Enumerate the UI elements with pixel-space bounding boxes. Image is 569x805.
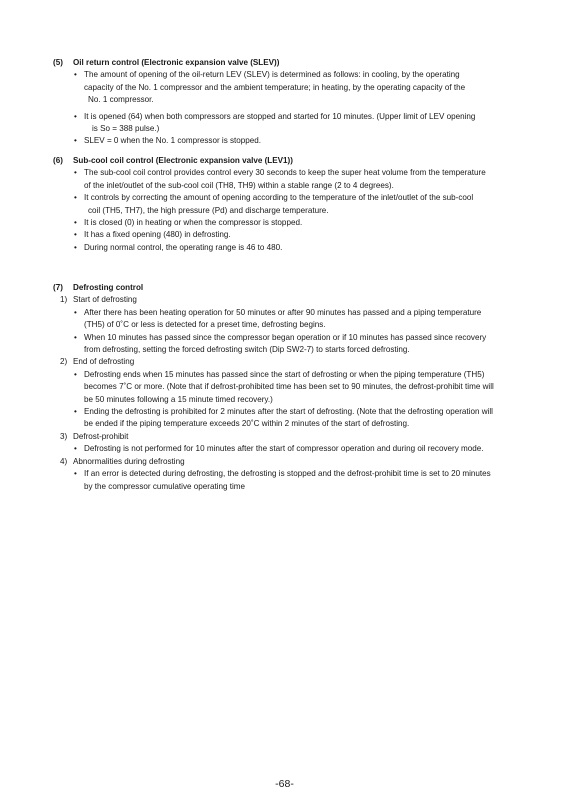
- text-line: During normal control, the operating range is 46 to 480.: [84, 242, 283, 252]
- subsection-heading: [60, 294, 523, 306]
- section-title: Defrosting control: [73, 283, 144, 292]
- bullet-item: [74, 69, 523, 106]
- text-line: It has a fixed opening (480) in defrosting.: [84, 230, 231, 240]
- bullet-dot: •: [74, 168, 77, 178]
- bullet-item: [74, 217, 523, 229]
- section-sub-cool-coil-control: [53, 155, 523, 254]
- bullet-item: [74, 406, 523, 431]
- section-heading: [53, 282, 523, 294]
- subsection-title: Abnormalities during defrosting: [73, 456, 185, 466]
- bullet-item: [74, 167, 523, 192]
- subsection-number: 3): [60, 431, 68, 441]
- subsection-number: 1): [60, 295, 68, 305]
- text-line: The sub-cool coil control provides control every 30 seconds to keep the super heat volume from the temperature: [84, 168, 486, 178]
- section-number: (5): [53, 58, 63, 67]
- bullet-dot: •: [74, 70, 77, 80]
- text-line: No. 1 compressor.: [88, 95, 154, 105]
- subsection-title: Start of defrosting: [73, 295, 137, 305]
- bullet-item: [74, 332, 523, 357]
- section-oil-return-control: [53, 57, 523, 148]
- section-heading: [53, 57, 523, 69]
- bullet-list: [53, 69, 523, 147]
- subsection-end-of-defrosting: [60, 356, 523, 430]
- text-line: Defrosting ends when 15 minutes has passed since the start of defrosting or when the piping temperature (TH5): [84, 369, 485, 379]
- bullet-item: [74, 111, 523, 136]
- bullet-dot: •: [74, 307, 77, 317]
- text-line: SLEV = 0 when the No. 1 compressor is stopped.: [84, 136, 262, 146]
- text-line: If an error is detected during defrosting, the defrosting is stopped and the defrost-prohibit time is set to 20 minutes: [84, 469, 491, 479]
- bullet-dot: •: [74, 444, 77, 454]
- bullet-dot: •: [74, 136, 77, 146]
- bullet-dot: •: [74, 218, 77, 228]
- text-line: coil (TH5, TH7), the high pressure (Pd) and discharge temperature.: [88, 205, 329, 215]
- bullet-item: [74, 443, 523, 455]
- bullet-dot: •: [74, 111, 77, 121]
- text-line: by the compressor cumulative operating time: [84, 481, 246, 491]
- text-line: capacity of the No. 1 compressor and the ambient temperature; in heating, by the operating capacity of the: [84, 82, 466, 92]
- subsection-title: Defrost-prohibit: [73, 431, 129, 441]
- section-defrosting-control: [53, 282, 523, 493]
- bullet-item: [74, 468, 523, 493]
- text-line: When 10 minutes has passed since the compressor began operation or if 10 minutes has passed since recovery: [84, 332, 487, 342]
- text-line: be ended if the piping temperature exceeds 20˚C within 2 minutes of the start of defrosting.: [84, 419, 410, 429]
- text-line: (TH5) of 0˚C or less is detected for a preset time, defrosting begins.: [84, 320, 326, 330]
- subsection-abnormalities-during-defrosting: [60, 456, 523, 493]
- text-line: of the inlet/outlet of the sub-cool coil (TH8, TH9) within a stable range (2 to 4 degrees).: [84, 180, 394, 190]
- bullet-dot: •: [74, 230, 77, 240]
- bullet-dot: •: [74, 332, 77, 342]
- text-line: Defrosting is not performed for 10 minutes after the start of compressor operation and during oil recovery mode.: [84, 444, 484, 454]
- subsection-heading: [60, 456, 523, 468]
- bullet-item: [74, 307, 523, 332]
- bullet-item: [74, 229, 523, 241]
- subsection-title: End of defrosting: [73, 357, 135, 367]
- bullet-item: [74, 135, 523, 147]
- text-line: It is closed (0) in heating or when the compressor is stopped.: [84, 218, 303, 228]
- section-title: Oil return control (Electronic expansion valve (SLEV)): [73, 58, 280, 67]
- text-line: is So = 388 pulse.): [92, 124, 160, 134]
- bullet-item: [74, 242, 523, 254]
- section-heading: [53, 155, 523, 167]
- section-number: (6): [53, 156, 63, 165]
- text-line: becomes 7˚C or more. (Note that if defrost-prohibited time has been set to 90 minutes, the defrost-prohibit time will: [84, 382, 494, 392]
- text-line: The amount of opening of the oil-return LEV (SLEV) is determined as follows: in cooling, by the operating: [84, 70, 460, 80]
- page-number: -68-: [275, 778, 294, 790]
- bullet-dot: •: [74, 369, 77, 379]
- bullet-dot: •: [74, 469, 77, 479]
- bullet-dot: •: [74, 242, 77, 252]
- text-line: Ending the defrosting is prohibited for 2 minutes after the start of defrosting. (Note that the defrosting operation will: [84, 407, 493, 417]
- bullet-dot: •: [74, 193, 77, 203]
- subsection-start-of-defrosting: [60, 294, 523, 356]
- bullet-item: [74, 192, 523, 217]
- subsection-heading: [60, 431, 523, 443]
- subsection-defrost-prohibit: [60, 431, 523, 456]
- text-line: After there has been heating operation for 50 minutes or after 90 minutes has passed and a piping temperature: [84, 307, 482, 317]
- section-number: (7): [53, 283, 63, 292]
- bullet-dot: •: [74, 407, 77, 417]
- bullet-list: [53, 167, 523, 254]
- bullet-item: [74, 369, 523, 406]
- subsection-heading: [60, 356, 523, 368]
- section-title: Sub-cool coil control (Electronic expansion valve (LEV1)): [73, 156, 293, 165]
- text-line: It controls by correcting the amount of opening according to the temperature of the inlet/outlet of the sub-cool: [84, 193, 474, 203]
- subsection-number: 4): [60, 456, 68, 466]
- text-line: from defrosting, setting the forced defrosting switch (Dip SW2-7) to starts forced defrosting.: [84, 345, 410, 355]
- subsection-number: 2): [60, 357, 68, 367]
- text-line: be 50 minutes following a 15 minute timed recovery.): [84, 394, 273, 404]
- text-line: It is opened (64) when both compressors are stopped and started for 10 minutes. (Upper limit of LEV opening: [84, 111, 476, 121]
